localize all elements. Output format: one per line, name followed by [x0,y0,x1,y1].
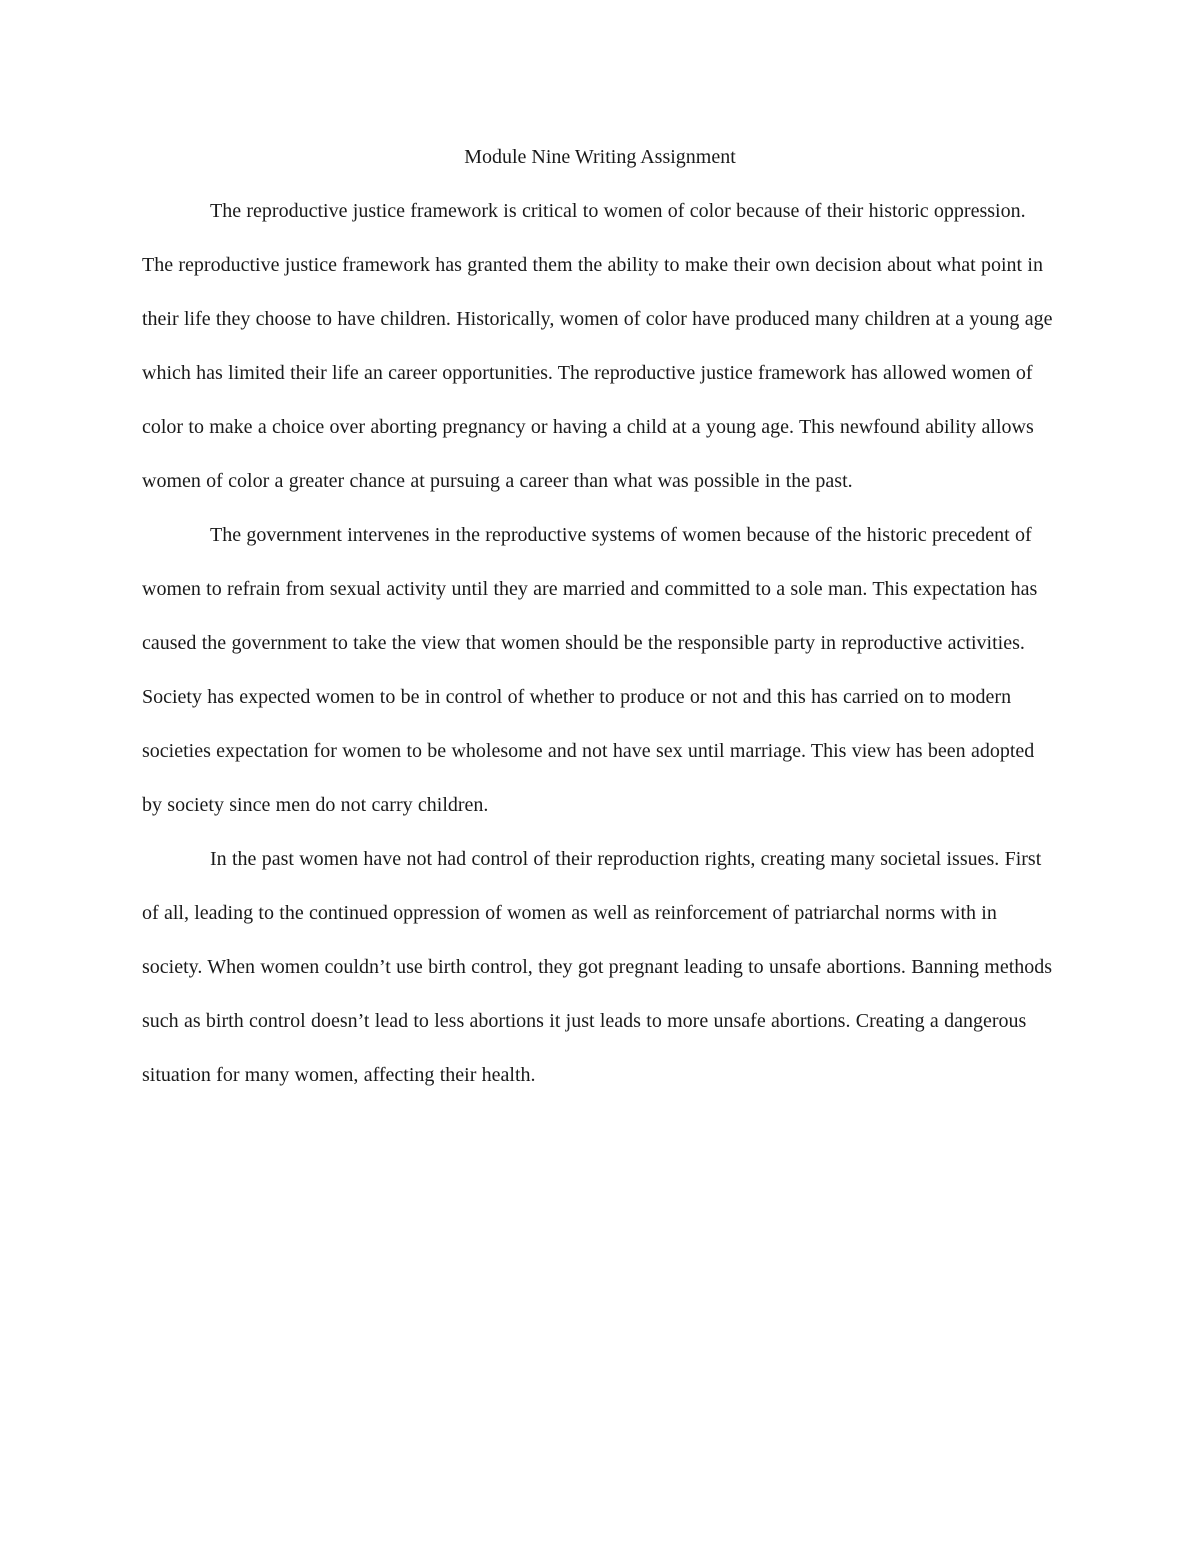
paragraph-1: The reproductive justice framework is critical to women of color because of their historic oppression. The reproductive justice framework has granted them the ability to make their own decision about what point in their life they choose to have children. Historically, women of color have produced many children at a young age which has limited their life an career opportunities. The reproductive justice framework has allowed women of color to make a choice over aborting pregnancy or having a child at a young age. This newfound ability allows women of color a greater chance at pursuing a career than what was possible in the past. [142,200,1053,492]
document-body [142,130,1058,1102]
paragraph-2: The government intervenes in the reproductive systems of women because of the historic precedent of women to refrain from sexual activity until they are married and committed to a sole man. This expectation has caused the government to take the view that women should be the responsible party in reproductive activities. Society has expected women to be in control of whether to produce or not and this has carried on to modern societies expectation for women to be wholesome and not have sex until marriage. This view has been adopted by society since men do not carry children. [142,524,1038,816]
paragraph-3: In the past women have not had control of their reproduction rights, creating many societal issues. First of all, leading to the continued oppression of women as well as reinforcement of patriarchal norms with in society. When women couldn’t use birth control, they got pregnant leading to unsafe abortions. Banning methods such as birth control doesn’t lead to less abortions it just leads to more unsafe abortions. Creating a dangerous situation for many women, affecting their health. [142,848,1053,1086]
document-title: Module Nine Writing Assignment [464,146,736,168]
